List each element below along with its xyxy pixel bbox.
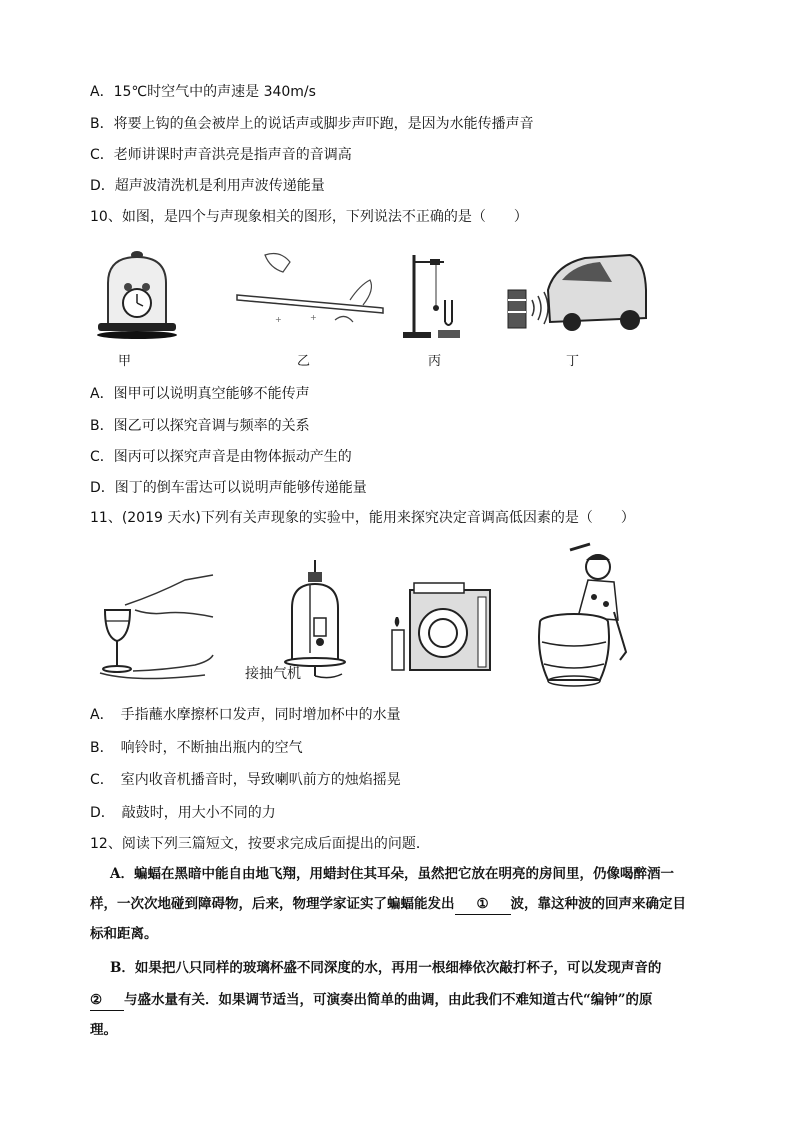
q9-option-b: B．将要上钩的鱼会被岸上的说话声或脚步声吓跑，是因为水能传播声音 bbox=[90, 116, 534, 132]
q10-option-c: C．图丙可以探究声音是由物体振动产生的 bbox=[90, 449, 352, 465]
caption-ding: 丁 bbox=[566, 354, 580, 369]
answer-blank-2[interactable]: ② bbox=[90, 990, 124, 1011]
q12-b-line3: 理。 bbox=[90, 1022, 117, 1038]
q9-option-d: D．超声波清洗机是利用声波传递能量 bbox=[90, 178, 325, 194]
radio-candle-figure bbox=[388, 575, 498, 685]
q10-option-d: D．图丁的倒车雷达可以说明声能够传递能量 bbox=[90, 480, 367, 496]
answer-blank-1[interactable]: ① bbox=[455, 894, 511, 915]
bell-jar-figure bbox=[92, 245, 182, 340]
caption-bing: 丙 bbox=[428, 354, 442, 369]
q10-option-a: A．图甲可以说明真空能够不能传声 bbox=[90, 386, 310, 402]
q12-b-line2-post: 与盛水量有关．如果调节适当，可演奏出简单的曲调，由此我们不难知道古代“编钟”的原 bbox=[124, 992, 653, 1008]
q12-a-line1: A．蝙蝠在黑暗中能自由地飞翔，用蜡封住其耳朵，虽然把它放在明亮的房间里，仍像喝醉酒一 bbox=[110, 866, 674, 882]
q11-option-d: D． 敲鼓时，用大小不同的力 bbox=[90, 805, 276, 821]
svg-text:+: + bbox=[275, 315, 282, 324]
q10-option-b: B．图乙可以探究音调与频率的关系 bbox=[90, 418, 310, 434]
q11-option-a: A． 手指蘸水摩擦杯口发声，同时增加杯中的水量 bbox=[90, 707, 401, 723]
q10-stem: 10、如图，是四个与声现象相关的图形，下列说法不正确的是（ ） bbox=[90, 209, 528, 225]
q12-a-line3: 标和距离。 bbox=[90, 926, 158, 942]
q9-option-a: A．15℃时空气中的声速是 340m/s bbox=[90, 84, 316, 100]
q12-a-line2-pre: 样，一次次地碰到障碍物，后来，物理学家证实了蝙蝠能发出 bbox=[90, 896, 455, 912]
pump-label: 接抽气机 bbox=[245, 666, 301, 682]
q11-option-b: B． 响铃时，不断抽出瓶内的空气 bbox=[90, 740, 303, 756]
svg-text:+: + bbox=[310, 313, 317, 322]
tuning-fork-figure bbox=[400, 250, 470, 340]
drum-figure bbox=[528, 542, 638, 692]
q12-a-line2 bbox=[90, 894, 686, 915]
wine-glass-figure bbox=[95, 575, 215, 685]
car-radar-figure bbox=[500, 250, 650, 335]
q12-a-line2-post: 波，靠这种波的回声来确定目 bbox=[510, 896, 686, 912]
caption-jia: 甲 bbox=[118, 354, 132, 369]
q12-b-line2 bbox=[90, 990, 653, 1011]
caption-yi: 乙 bbox=[297, 354, 311, 369]
q12-stem: 12、阅读下列三篇短文，按要求完成后面提出的问题． bbox=[90, 836, 430, 852]
ruler-figure bbox=[235, 250, 385, 330]
q11-stem: 11、(2019 天水)下列有关声现象的实验中，能用来探究决定音调高低因素的是（ ） bbox=[90, 510, 635, 526]
q9-option-c: C．老师讲课时声音洪亮是指声音的音调高 bbox=[90, 147, 352, 163]
q12-b-line1: B．如果把八只同样的玻璃杯盛不同深度的水，再用一根细棒依次敲打杯子，可以发现声音的 bbox=[110, 960, 662, 976]
q11-option-c: C． 室内收音机播音时，导致喇叭前方的烛焰摇晃 bbox=[90, 772, 401, 788]
